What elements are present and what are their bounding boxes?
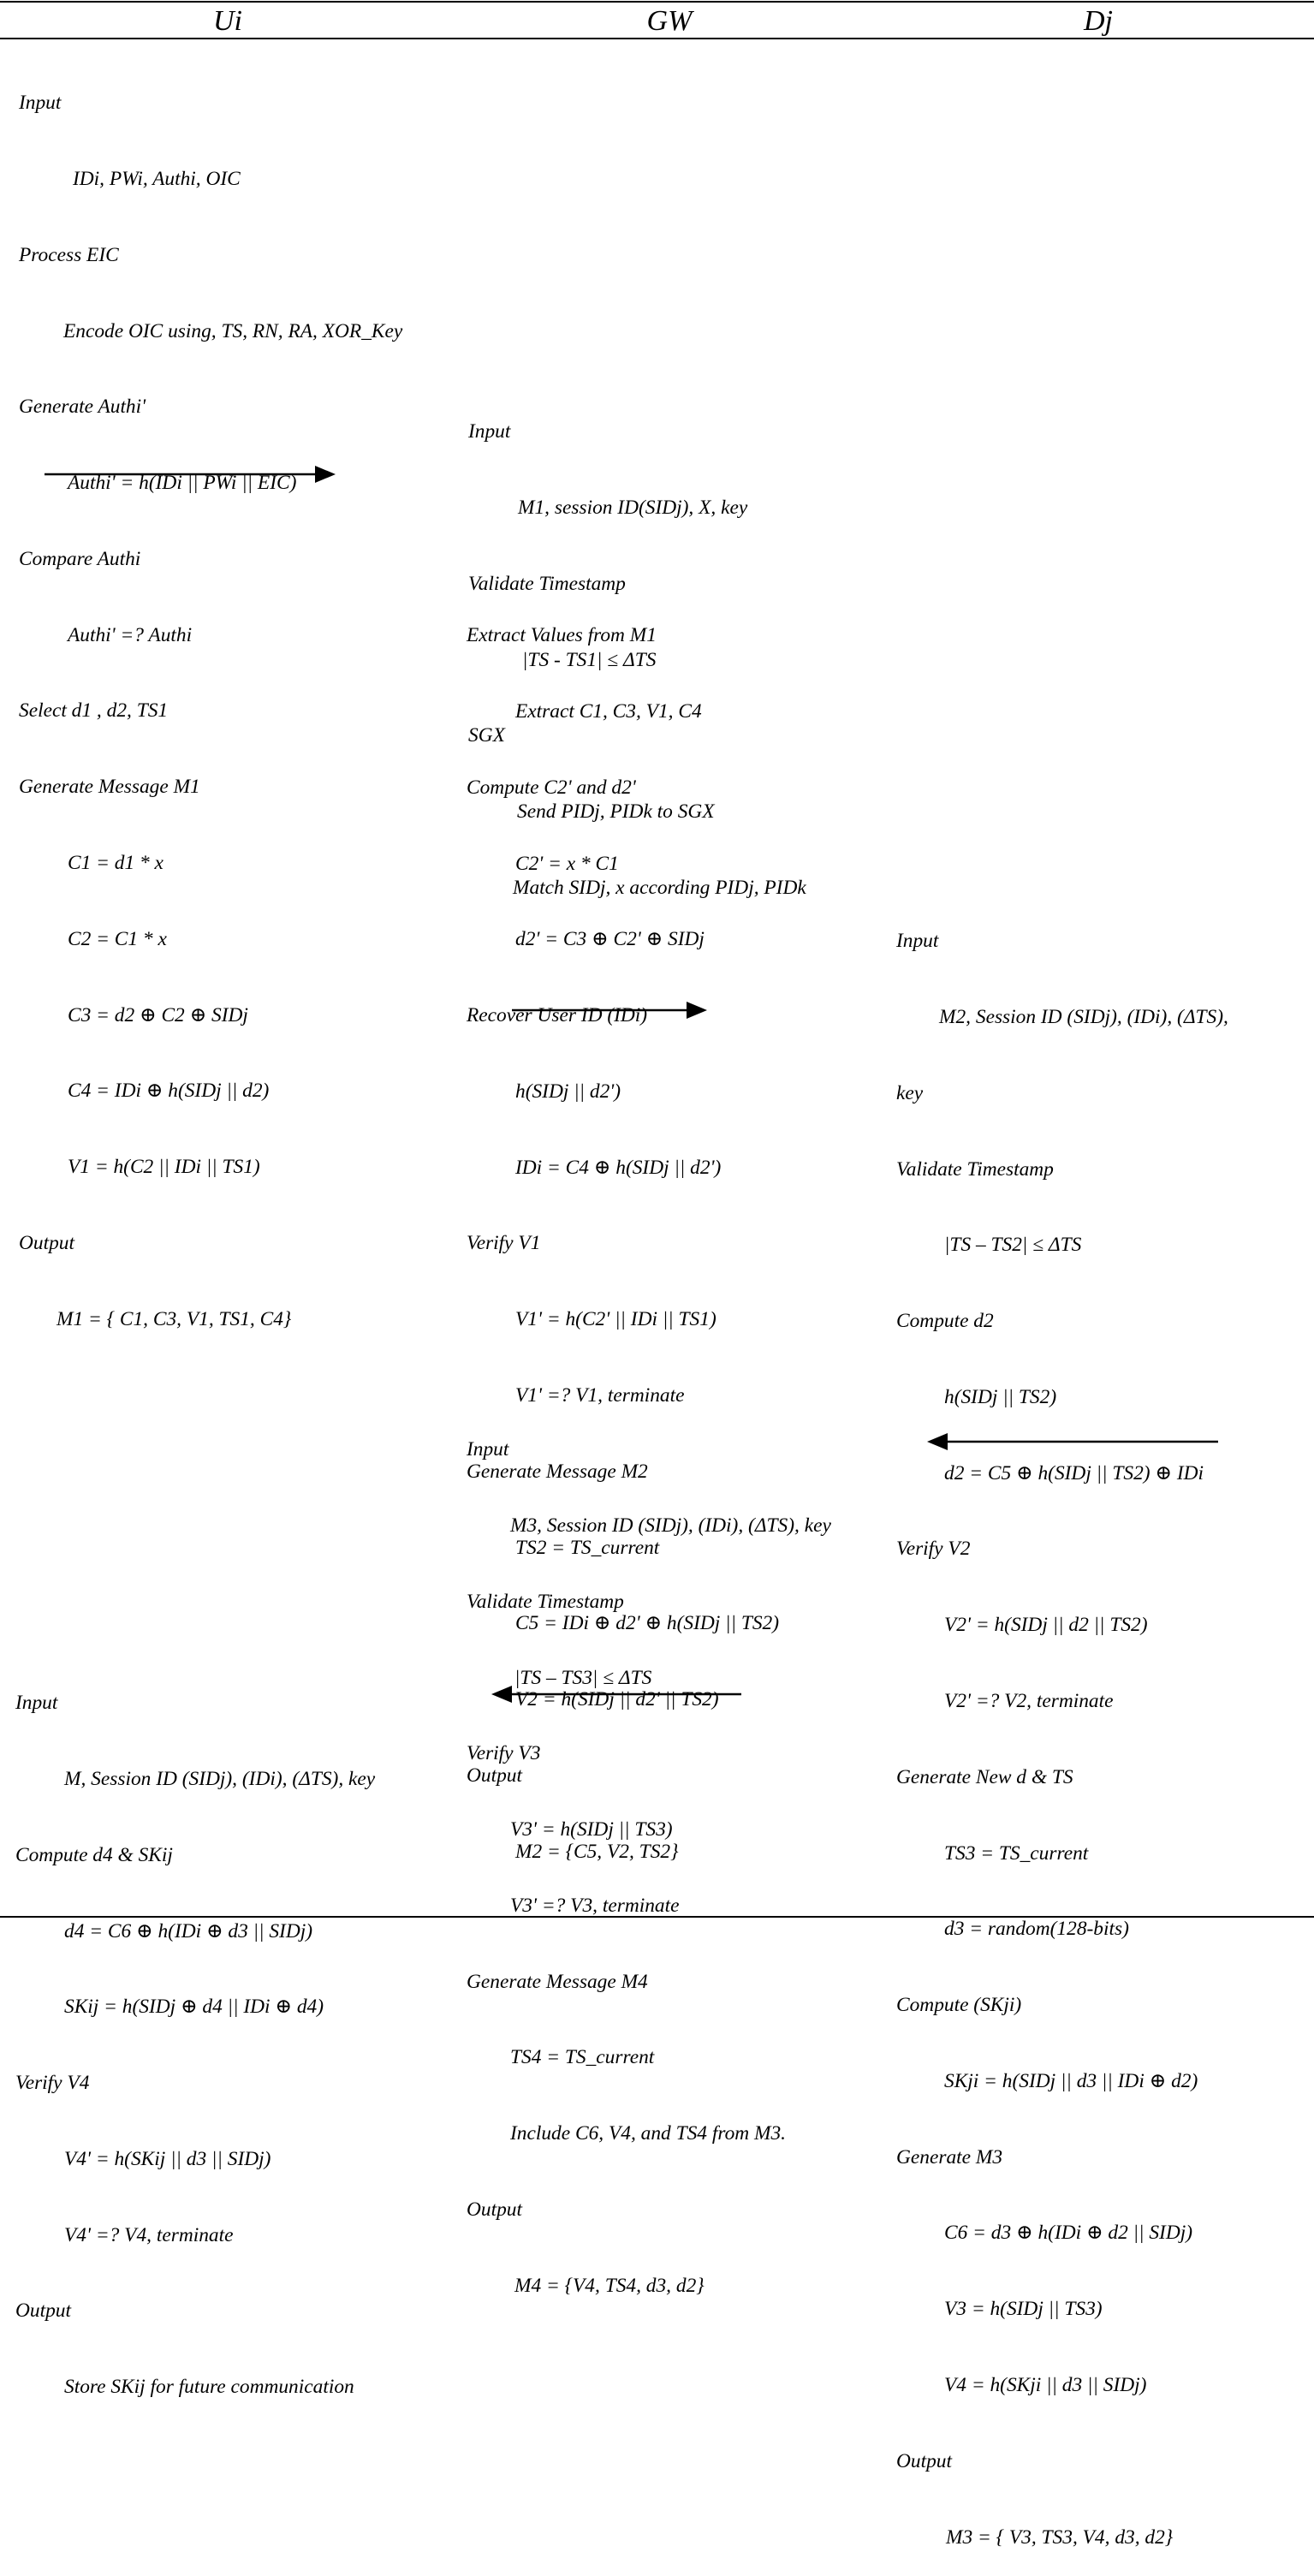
arrow-m3-left (925, 1432, 1220, 1451)
step-detail: V4 = h(SKji || d3 || SIDj) (944, 2374, 1147, 2397)
step-heading: Verify V3 (467, 1742, 541, 1765)
header-dj: Dj (1084, 5, 1113, 37)
arrow-m4-left (490, 1685, 743, 1704)
message-m2-label: M2 = {C5, V2, TS2} (515, 1840, 679, 1863)
step-heading: Input (468, 420, 511, 443)
step-detail: C2' = x * C1 (515, 852, 619, 875)
step-heading: Compute (SKji) (896, 1994, 1022, 2017)
step-detail: SKji = h(SIDj || d3 || IDi ⊕ d2) (944, 2069, 1198, 2092)
step-detail: M3, Session ID (SIDj), (IDi), (ΔTS), key (510, 1514, 831, 1537)
step-heading: Compute C2' and d2' (467, 776, 636, 799)
step-heading: SGX (468, 724, 505, 747)
step-detail: Extract C1, C3, V1, C4 (515, 699, 702, 723)
step-heading: Output (15, 2299, 71, 2323)
step-detail: M, Session ID (SIDj), (IDi), (ΔTS), key (64, 1767, 376, 1790)
step-heading: Verify V1 (467, 1232, 541, 1255)
step-detail: C5 = IDi ⊕ d2' ⊕ h(SIDj || TS2) (515, 1612, 780, 1635)
step-detail: |TS – TS3| ≤ ΔTS (514, 1666, 652, 1689)
step-detail: Send PIDj, PIDk to SGX (517, 800, 715, 824)
step-heading: Input (467, 1438, 509, 1461)
step-heading: Validate Timestamp (896, 1157, 1054, 1181)
step-detail: Authi' = h(IDi || PWi || EIC) (68, 472, 297, 495)
step-heading: Generate New d & TS (896, 1765, 1073, 1788)
step-heading: Generate Authi' (19, 396, 146, 419)
step-heading: Generate M3 (896, 2145, 1003, 2168)
step-detail: V3' =? V3, terminate (510, 1894, 680, 1917)
step-heading: Select d1 , d2, TS1 (19, 699, 169, 723)
step-detail: M2, Session ID (SIDj), (IDi), (ΔTS), (939, 1005, 1228, 1028)
step-heading: Output (467, 2198, 522, 2221)
step-detail: SKij = h(SIDj ⊕ d4 || IDi ⊕ d4) (64, 1996, 324, 2019)
step-detail: V1' =? V1, terminate (515, 1384, 685, 1407)
step-heading: Compute d4 & SKij (15, 1843, 173, 1866)
step-detail: |TS - TS1| ≤ ΔTS (522, 648, 657, 671)
step-heading: Output (19, 1231, 74, 1254)
step-detail: Encode OIC using, TS, RN, RA, XOR_Key (63, 319, 403, 342)
step-detail: V2 = h(SIDj || d2' || TS2) (515, 1688, 719, 1711)
step-detail: IDi, PWi, Authi, OIC (73, 167, 241, 190)
step-detail: d2 = C5 ⊕ h(SIDj || TS2) ⊕ IDi (944, 1461, 1204, 1484)
step-detail: TS4 = TS_current (510, 2046, 655, 2069)
step-detail: V2' =? V2, terminate (944, 1690, 1114, 1712)
message-m4-label: M4 = {V4, TS4, d3, d2} (514, 2274, 705, 2297)
step-detail: d2' = C3 ⊕ C2' ⊕ SIDj (515, 928, 705, 951)
step-detail: Include C6, V4, and TS4 from M3. (510, 2122, 787, 2145)
step-heading: Validate Timestamp (467, 1590, 624, 1613)
step-detail: V3' = h(SIDj || TS3) (510, 1818, 673, 1841)
header-ui: Ui (213, 5, 242, 37)
step-heading: Output (467, 1764, 522, 1787)
step-heading: Input (896, 930, 939, 953)
step-detail: V3 = h(SIDj || TS3) (944, 2298, 1103, 2321)
step-detail: M1, session ID(SIDj), X, key (518, 496, 748, 519)
step-detail: Match SIDj, x according PIDj, PIDk (513, 876, 806, 899)
ui-steps-2 (15, 1640, 375, 2425)
step-detail: C6 = d3 ⊕ h(IDi ⊕ d2 || SIDj) (944, 2222, 1193, 2245)
step-detail: h(SIDj || TS2) (944, 1385, 1057, 1408)
step-detail: TS3 = TS_current (944, 1841, 1089, 1865)
step-detail: h(SIDj || d2') (515, 1080, 621, 1103)
step-heading: Generate Message M2 (467, 1460, 648, 1483)
step-detail: C1 = d1 * x (68, 852, 164, 874)
step-heading: Input (15, 1692, 58, 1715)
step-heading: Recover User ID (IDi) (467, 1004, 648, 1027)
step-detail: C4 = IDi ⊕ h(SIDj || d2) (68, 1080, 270, 1103)
step-detail: TS2 = TS_current (515, 1536, 660, 1559)
step-heading: Compute d2 (896, 1310, 994, 1333)
arrow-m1-right (43, 465, 338, 484)
arrow-m2-right (510, 1001, 710, 1020)
step-detail: C3 = d2 ⊕ C2 ⊕ SIDj (68, 1003, 248, 1026)
step-heading: Compare Authi (19, 547, 141, 570)
step-detail: V2' = h(SIDj || d2 || TS2) (944, 1614, 1148, 1637)
ui-steps-1 (19, 40, 402, 1358)
step-detail: V1' = h(C2' || IDi || TS1) (515, 1308, 716, 1331)
step-detail: Store SKij for future communication (64, 2376, 354, 2399)
step-detail: key (896, 1081, 924, 1104)
step-heading: Extract Values from M1 (467, 624, 657, 647)
step-heading: Generate Message M4 (467, 1970, 648, 1993)
message-m1-label: M1 = { C1, C3, V1, TS1, C4} (56, 1307, 292, 1330)
step-heading: Process EIC (19, 243, 119, 266)
message-m3-label: M3 = { V3, TS3, V4, d3, d2} (946, 2525, 1174, 2549)
step-heading: Verify V4 (15, 2072, 90, 2095)
gw-steps-2 (467, 1387, 831, 2324)
header-gw: GW (646, 5, 693, 37)
step-detail: IDi = C4 ⊕ h(SIDj || d2') (515, 1156, 722, 1179)
step-detail: C2 = C1 * x (68, 927, 167, 950)
step-detail: V1 = h(C2 || IDi || TS1) (68, 1156, 260, 1179)
step-detail: d4 = C6 ⊕ h(IDi ⊕ d3 || SIDj) (64, 1919, 313, 1942)
step-detail: Authi' =? Authi (68, 623, 193, 646)
step-heading: Output (896, 2449, 952, 2472)
step-detail: V4' = h(SKij || d3 || SIDj) (64, 2147, 271, 2170)
dj-steps (896, 878, 1228, 2576)
step-heading: Generate Message M1 (19, 776, 200, 799)
step-heading: Validate Timestamp (468, 572, 626, 595)
step-detail: d3 = random(128-bits) (944, 1918, 1129, 1941)
step-detail: |TS – TS2| ≤ ΔTS (944, 1234, 1082, 1257)
step-heading: Input (19, 92, 62, 115)
step-heading: Verify V2 (896, 1538, 971, 1561)
step-detail: V4' =? V4, terminate (64, 2223, 234, 2246)
